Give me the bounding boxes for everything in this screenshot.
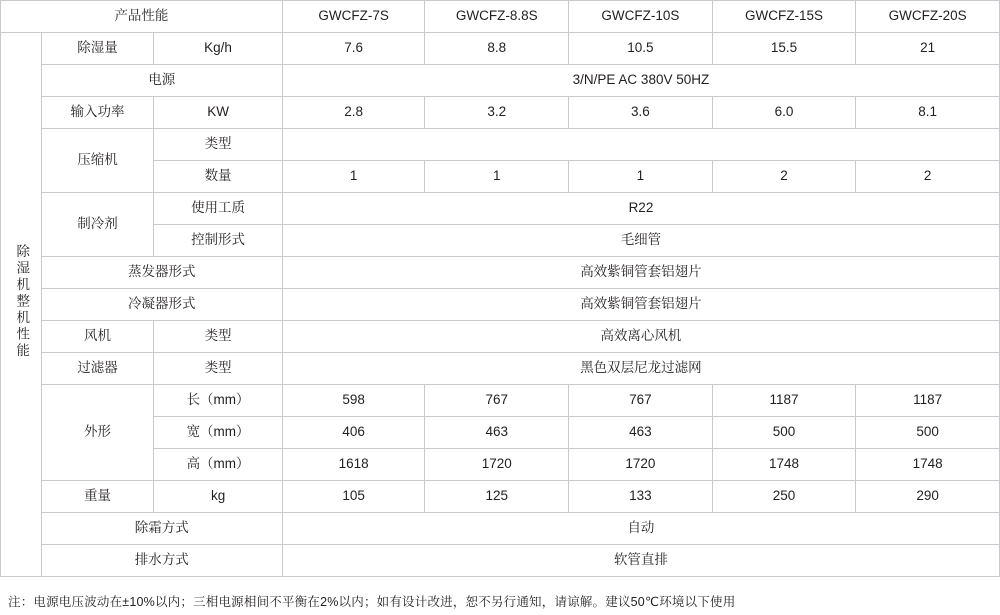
side-label-cell bbox=[1, 33, 42, 577]
row-label-condenser: 冷凝器形式 bbox=[41, 289, 282, 321]
row-sublabel-filter-type: 类型 bbox=[154, 353, 283, 385]
cell-dehumidification-2: 8.8 bbox=[425, 33, 569, 65]
table-row bbox=[1, 97, 1000, 129]
cell-weight-4: 250 bbox=[712, 481, 856, 513]
cell-height-4: 1748 bbox=[712, 449, 856, 481]
row-sublabel-width: 宽（mm） bbox=[154, 417, 283, 449]
header-model-5: GWCFZ-20S bbox=[856, 1, 1000, 33]
row-unit-input-power: KW bbox=[154, 97, 283, 129]
row-sublabel-compressor-qty: 数量 bbox=[154, 161, 283, 193]
cell-defrost-value: 自动 bbox=[282, 513, 999, 545]
table-row bbox=[1, 321, 1000, 353]
cell-length-1: 598 bbox=[282, 385, 425, 417]
cell-input-power-3: 3.6 bbox=[569, 97, 713, 129]
cell-dehumidification-4: 15.5 bbox=[712, 33, 856, 65]
row-sublabel-fan-type: 类型 bbox=[154, 321, 283, 353]
table-row bbox=[1, 545, 1000, 577]
row-sublabel-refrigerant-control: 控制形式 bbox=[154, 225, 283, 257]
cell-length-4: 1187 bbox=[712, 385, 856, 417]
cell-height-3: 1720 bbox=[569, 449, 713, 481]
row-unit-weight: kg bbox=[154, 481, 283, 513]
row-label-compressor: 压缩机 bbox=[41, 129, 154, 193]
row-sublabel-compressor-type: 类型 bbox=[154, 129, 283, 161]
header-model-1: GWCFZ-7S bbox=[282, 1, 425, 33]
cell-refrigerant-control-value: 毛细管 bbox=[282, 225, 999, 257]
table-row bbox=[1, 289, 1000, 321]
row-label-dimensions: 外形 bbox=[41, 385, 154, 481]
cell-width-1: 406 bbox=[282, 417, 425, 449]
cell-condenser-value: 高效紫铜管套铝翅片 bbox=[282, 289, 999, 321]
side-label-text: 除湿机整机性能 bbox=[14, 244, 30, 360]
cell-dehumidification-1: 7.6 bbox=[282, 33, 425, 65]
cell-weight-5: 290 bbox=[856, 481, 1000, 513]
cell-compressor-qty-2: 1 bbox=[425, 161, 569, 193]
header-title: 产品性能 bbox=[1, 1, 283, 33]
cell-weight-2: 125 bbox=[425, 481, 569, 513]
cell-compressor-qty-3: 1 bbox=[569, 161, 713, 193]
table-row bbox=[1, 65, 1000, 97]
table-row bbox=[1, 129, 1000, 161]
footnote-container bbox=[0, 577, 1000, 615]
header-model-4: GWCFZ-15S bbox=[712, 1, 856, 33]
table-row bbox=[1, 33, 1000, 65]
cell-width-5: 500 bbox=[856, 417, 1000, 449]
cell-input-power-2: 3.2 bbox=[425, 97, 569, 129]
table-row bbox=[1, 385, 1000, 417]
table-row bbox=[1, 193, 1000, 225]
cell-length-5: 1187 bbox=[856, 385, 1000, 417]
row-label-weight: 重量 bbox=[41, 481, 154, 513]
cell-length-2: 767 bbox=[425, 385, 569, 417]
cell-fan-value: 高效离心风机 bbox=[282, 321, 999, 353]
cell-input-power-4: 6.0 bbox=[712, 97, 856, 129]
row-label-refrigerant: 制冷剂 bbox=[41, 193, 154, 257]
cell-dehumidification-5: 21 bbox=[856, 33, 1000, 65]
cell-compressor-qty-1: 1 bbox=[282, 161, 425, 193]
cell-power-supply-value: 3/N/PE AC 380V 50HZ bbox=[282, 65, 999, 97]
row-label-filter: 过滤器 bbox=[41, 353, 154, 385]
row-label-dehumidification: 除湿量 bbox=[41, 33, 154, 65]
row-sublabel-length: 长（mm） bbox=[154, 385, 283, 417]
row-sublabel-refrigerant-medium: 使用工质 bbox=[154, 193, 283, 225]
cell-length-3: 767 bbox=[569, 385, 713, 417]
header-model-2: GWCFZ-8.8S bbox=[425, 1, 569, 33]
table-row bbox=[1, 513, 1000, 545]
cell-width-3: 463 bbox=[569, 417, 713, 449]
row-label-defrost: 除霜方式 bbox=[41, 513, 282, 545]
row-label-drainage: 排水方式 bbox=[41, 545, 282, 577]
cell-filter-value: 黑色双层尼龙过滤网 bbox=[282, 353, 999, 385]
footnote-text: 注：电源电压波动在±10%以内；三相电源相间不平衡在2%以内；如有设计改进，恕不另行通知，请谅解。建议50℃环境以下使用 bbox=[8, 594, 736, 609]
cell-compressor-type-value bbox=[282, 129, 999, 161]
cell-height-2: 1720 bbox=[425, 449, 569, 481]
cell-drainage-value: 软管直排 bbox=[282, 545, 999, 577]
cell-dehumidification-3: 10.5 bbox=[569, 33, 713, 65]
cell-refrigerant-medium-value: R22 bbox=[282, 193, 999, 225]
header-model-3: GWCFZ-10S bbox=[569, 1, 713, 33]
cell-compressor-qty-4: 2 bbox=[712, 161, 856, 193]
row-label-input-power: 输入功率 bbox=[41, 97, 154, 129]
cell-height-5: 1748 bbox=[856, 449, 1000, 481]
cell-input-power-1: 2.8 bbox=[282, 97, 425, 129]
table-row bbox=[1, 257, 1000, 289]
cell-width-4: 500 bbox=[712, 417, 856, 449]
cell-width-2: 463 bbox=[425, 417, 569, 449]
table-row bbox=[1, 481, 1000, 513]
cell-evaporator-value: 高效紫铜管套铝翅片 bbox=[282, 257, 999, 289]
row-unit-dehumidification: Kg/h bbox=[154, 33, 283, 65]
table-row bbox=[1, 353, 1000, 385]
cell-height-1: 1618 bbox=[282, 449, 425, 481]
row-label-fan: 风机 bbox=[41, 321, 154, 353]
cell-weight-3: 133 bbox=[569, 481, 713, 513]
row-label-evaporator: 蒸发器形式 bbox=[41, 257, 282, 289]
row-label-power-supply: 电源 bbox=[41, 65, 282, 97]
cell-input-power-5: 8.1 bbox=[856, 97, 1000, 129]
row-sublabel-height: 高（mm） bbox=[154, 449, 283, 481]
table-header-row bbox=[1, 1, 1000, 33]
cell-weight-1: 105 bbox=[282, 481, 425, 513]
cell-compressor-qty-5: 2 bbox=[856, 161, 1000, 193]
